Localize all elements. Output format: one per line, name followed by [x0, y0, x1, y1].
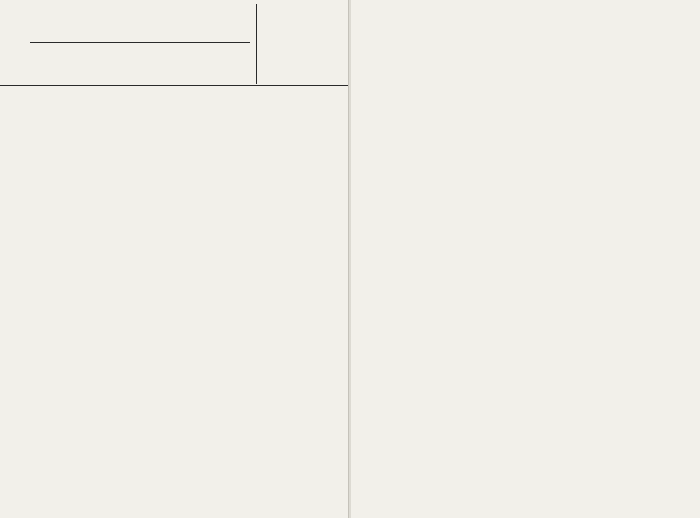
right-page [351, 0, 700, 518]
left-page [0, 0, 349, 518]
